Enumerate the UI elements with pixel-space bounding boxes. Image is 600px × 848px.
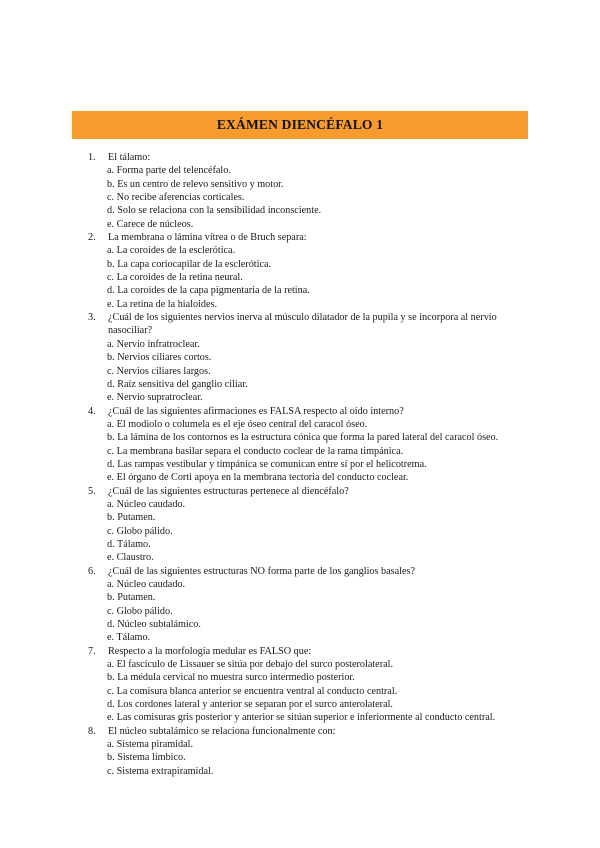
question-text: El tálamo: <box>108 152 151 163</box>
answer-option: d. Las rampas vestibular y timpánica se comunican entre sí por el helicotrema. <box>107 458 427 470</box>
question-item <box>88 311 508 404</box>
answer-option: e. Carece de núcleos. <box>107 218 194 230</box>
question-text: El núcleo subtalámico se relaciona funcionalmente con: <box>108 725 336 737</box>
question-number: 1. <box>88 152 96 163</box>
answer-option: a. La coroides de la esclerótica. <box>107 245 236 257</box>
question-stem <box>88 405 508 418</box>
answer-option: e. Claustro. <box>107 552 154 564</box>
question-stem <box>88 645 508 658</box>
answer-option: b. Es un centro de relevo sensitivo y motor. <box>107 178 284 190</box>
question-text: Respecto a la morfología medular es FALSO que: <box>108 645 312 657</box>
answer-option: a. Forma parte del telencéfalo. <box>107 165 231 177</box>
question-stem <box>88 311 508 338</box>
question-stem <box>88 151 508 164</box>
answer-option: d. La coroides de la capa pigmentaria de la retina. <box>107 285 310 297</box>
answer-option: b. La médula cervical no muestra surco intermedio posterior. <box>107 672 355 684</box>
page-title: EXÁMEN DIENCÉFALO 1 <box>216 117 384 132</box>
answer-option: e. Nervio supratroclear. <box>107 392 203 404</box>
answer-option: b. La capa coriocapilar de la esclerótica. <box>107 258 272 270</box>
answer-option: d. Raíz sensitiva del ganglio ciliar. <box>107 378 248 390</box>
question-stem <box>88 485 508 498</box>
answer-option: e. Las comisuras gris posterior y anterior se sitúan superior e inferiormente al conducto central. <box>107 712 496 724</box>
title-banner <box>72 111 528 139</box>
question-text: ¿Cuál de las siguientes estructuras pertenece al diencéfalo? <box>108 485 349 497</box>
answer-option: d. Núcleo subtalámico. <box>107 619 201 631</box>
answer-option: c. La membrana basilar separa el conducto coclear de la rama timpánica. <box>107 445 404 457</box>
question-text: La membrana o lámina vítrea o de Bruch separa: <box>108 232 307 244</box>
question-item <box>88 151 508 231</box>
question-stem <box>88 725 508 738</box>
question-number: 7. <box>88 645 96 657</box>
answer-option: e. El órgano de Corti apoya en la membrana tectoria del conducto coclear. <box>107 472 409 484</box>
answer-option: b. Sistema límbico. <box>107 752 186 764</box>
answer-option: c. Globo pálido. <box>107 605 173 617</box>
question-number: 3. <box>88 312 96 324</box>
answer-option: e. La retina de la hialoides. <box>107 298 218 310</box>
answer-option: a. Sistema piramidal. <box>107 739 194 751</box>
answer-option: d. Tálamo. <box>107 538 151 550</box>
question-list <box>88 151 508 778</box>
question-item <box>88 565 508 645</box>
question-number: 8. <box>88 725 96 737</box>
answer-option: c. Nervios ciliares largos. <box>107 365 211 377</box>
question-text: ¿Cuál de las siguientes afirmaciones es FALSA respecto al oído interno? <box>108 405 404 417</box>
question-text: ¿Cuál de las siguientes estructuras NO forma parte de los ganglios basales? <box>108 565 415 577</box>
question-item <box>88 645 508 725</box>
question-number: 6. <box>88 565 96 577</box>
answer-option: d. Los cordones lateral y anterior se separan por el surco anterolateral. <box>107 699 393 711</box>
answer-option: c. La coroides de la retina neural. <box>107 272 243 284</box>
answer-option: a. El fascículo de Lissauer se sitúa por debajo del surco posterolateral. <box>107 659 393 671</box>
question-item <box>88 725 508 778</box>
answer-option: a. Núcleo caudado. <box>107 579 186 590</box>
answer-option: e. Tálamo. <box>107 632 151 644</box>
question-number: 2. <box>88 232 96 244</box>
answer-option: c. Globo pálido. <box>107 525 173 537</box>
question-number: 4. <box>88 405 96 417</box>
question-item <box>88 405 508 485</box>
question-text: ¿Cuál de los siguientes nervios inerva al músculo dilatador de la pupila y se incorpora al nervio nasociliar? <box>108 312 497 337</box>
answer-option: c. La comisura blanca anterior se encuentra ventral al conducto central. <box>107 685 398 697</box>
question-stem <box>88 565 508 578</box>
answer-option: c. Sistema extrapiramidal. <box>107 765 214 777</box>
answer-option: d. Solo se relaciona con la sensibilidad inconsciente. <box>107 205 322 217</box>
answer-option: b. Nervios ciliares cortos. <box>107 352 212 364</box>
question-item <box>88 231 508 311</box>
answer-option: a. El modiolo o columela es el eje óseo central del caracol óseo. <box>107 418 368 430</box>
answer-option: c. No recibe aferencias corticales. <box>107 192 245 204</box>
answer-option: b. La lámina de los contornos es la estructura cónica que forma la pared lateral del caracol óseo. <box>107 432 499 444</box>
answer-option: a. Núcleo caudado. <box>107 498 186 510</box>
question-item <box>88 485 508 565</box>
answer-option: b. Putamen. <box>107 512 156 524</box>
question-number: 5. <box>88 485 96 497</box>
question-stem <box>88 231 508 244</box>
answer-option: a. Nervio infratroclear. <box>107 338 200 350</box>
answer-option: b. Putamen. <box>107 592 156 604</box>
